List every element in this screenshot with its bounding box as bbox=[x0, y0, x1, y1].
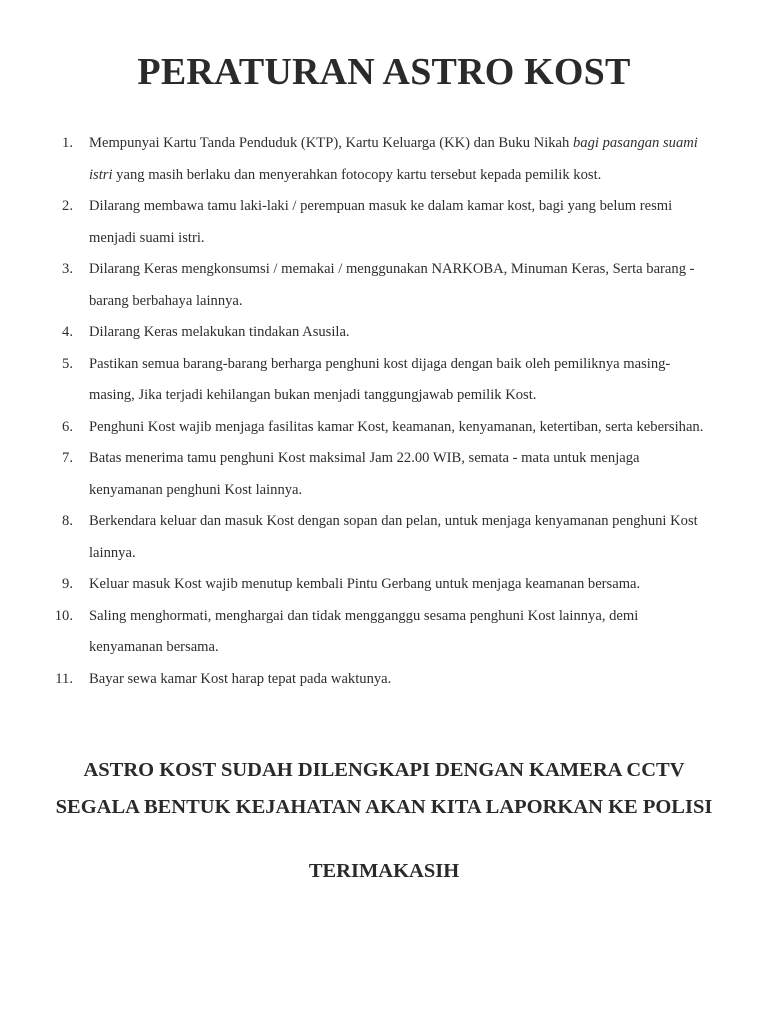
rules-list bbox=[0, 128, 768, 695]
rule-item bbox=[0, 569, 768, 601]
rule-item bbox=[0, 128, 768, 191]
rule-number: 4. bbox=[62, 324, 73, 340]
rule-number: 3. bbox=[62, 261, 73, 277]
rule-number: 9. bbox=[62, 576, 73, 592]
rule-number: 5. bbox=[62, 355, 73, 372]
rule-number: 8. bbox=[62, 513, 73, 529]
rule-text: Pastikan semua barang-barang berharga penghuni kost dijaga dengan baik oleh pemiliknya masing-masing, Jika terjadi kehilangan bukan menjadi tanggungjawab pemilik Kost. bbox=[89, 355, 671, 403]
rule-text-italic: bagi pasangan suami istri bbox=[89, 135, 698, 183]
rule-number: 1. bbox=[62, 135, 73, 151]
rule-item bbox=[0, 601, 768, 664]
rule-text: Dilarang Keras mengkonsumsi / memakai / menggunakan NARKOBA, Minuman Keras, Serta barang - barang berbahaya lainnya. bbox=[89, 261, 695, 309]
rule-item bbox=[0, 443, 768, 506]
rule-item bbox=[0, 349, 768, 412]
rule-item bbox=[0, 664, 768, 696]
cctv-notice bbox=[0, 752, 768, 826]
cctv-notice-line: ASTRO KOST SUDAH DILENGKAPI DENGAN KAMERA CCTV bbox=[83, 759, 685, 781]
rule-number: 6. bbox=[62, 418, 73, 435]
rule-text: Berkendara keluar dan masuk Kost dengan sopan dan pelan, untuk menjaga kenyamanan penghuni Kost lainnya. bbox=[89, 513, 698, 561]
rule-item bbox=[0, 506, 768, 569]
rule-item bbox=[0, 191, 768, 254]
rule-number: 7. bbox=[62, 450, 73, 466]
rule-text: Batas menerima tamu penghuni Kost maksimal Jam 22.00 WIB, semata - mata untuk menjaga kenyamanan penghuni Kost lainnya. bbox=[89, 450, 640, 498]
rule-text-part: yang masih berlaku dan menyerahkan fotocopy kartu tersebut kepada pemilik kost. bbox=[112, 166, 602, 183]
thanks-text: TERIMAKASIH bbox=[308, 860, 460, 882]
rule-item bbox=[0, 317, 768, 349]
rule-text bbox=[89, 135, 698, 183]
rule-text: Penghuni Kost wajib menjaga fasilitas kamar Kost, keamanan, kenyamanan, ketertiban, serta kebersihan. bbox=[89, 418, 704, 435]
rule-number: 11. bbox=[55, 670, 73, 687]
rule-number: 2. bbox=[62, 198, 73, 214]
rule-item bbox=[0, 412, 768, 444]
rule-text: Dilarang Keras melakukan tindakan Asusila. bbox=[89, 324, 350, 340]
rule-text: Keluar masuk Kost wajib menutup kembali Pintu Gerbang untuk menjaga keamanan bersama. bbox=[89, 576, 641, 592]
police-notice-line: SEGALA BENTUK KEJAHATAN AKAN KITA LAPORKAN KE POLISI bbox=[55, 796, 713, 818]
rule-item bbox=[0, 254, 768, 317]
rule-text: Dilarang membawa tamu laki-laki / perempuan masuk ke dalam kamar kost, bagi yang belum resmi menjadi suami istri. bbox=[89, 198, 673, 246]
rule-text: Saling menghormati, menghargai dan tidak mengganggu sesama penghuni Kost lainnya, demi kenyamanan bersama. bbox=[89, 607, 639, 655]
rule-text-part: Mempunyai Kartu Tanda Penduduk (KTP), Kartu Keluarga (KK) dan Buku Nikah bbox=[89, 135, 573, 151]
rule-text: Bayar sewa kamar Kost harap tepat pada waktunya. bbox=[89, 670, 392, 687]
document-title: PERATURAN ASTRO KOST bbox=[137, 51, 631, 93]
rule-number: 10. bbox=[54, 607, 73, 624]
